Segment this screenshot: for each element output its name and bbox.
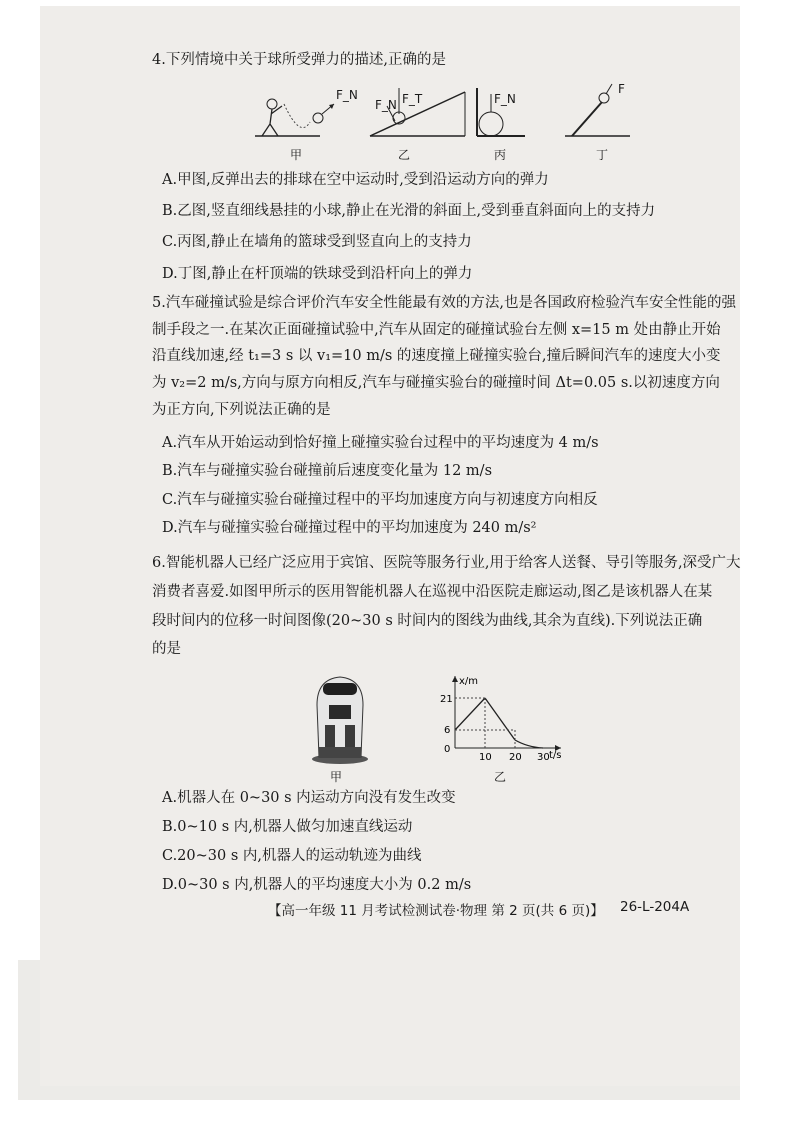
graph-x-tick-10: 10 — [479, 752, 492, 762]
q4-caption-bing: 丙 — [494, 148, 507, 162]
q4-caption-ding: 丁 — [596, 148, 609, 162]
graph-segment-0-10 — [455, 698, 485, 730]
q4-yi-force-label-2: F_T — [402, 92, 423, 106]
q4-figure-ding — [560, 80, 640, 144]
q6-caption-yi: 乙 — [494, 770, 507, 784]
q5-line-4: 为 v₂=2 m/s,方向与原方向相反,汽车与碰撞实验台的碰撞时间 Δt=0.05 s.以初速度方向 — [152, 375, 720, 391]
q6-line-2: 消费者喜爱.如图甲所示的医用智能机器人在巡视中沿医院走廊运动,图乙是该机器人在某 — [152, 584, 713, 600]
q6-option-b: B.0~10 s 内,机器人做匀加速直线运动 — [162, 819, 413, 835]
q4-option-c: C.丙图,静止在墙角的篮球受到竖直向上的支持力 — [162, 234, 472, 250]
q4-bing-force-label: F_N — [494, 92, 516, 106]
q6-line-4: 的是 — [152, 641, 181, 657]
q5-line-5: 为正方向,下列说法正确的是 — [152, 402, 331, 418]
graph-x-label: t/s — [549, 750, 562, 761]
page-footer: 【高一年级 11 月考试检测试卷·物理 第 2 页(共 6 页)】 — [268, 903, 604, 919]
q4-ding-force-label: F — [618, 82, 625, 96]
exam-code: 26-L-204A — [620, 899, 690, 915]
q4-yi-force-label-1: F_N — [375, 98, 397, 112]
graph-y-label: x/m — [459, 676, 479, 687]
graph-y-tick-21: 21 — [440, 694, 453, 705]
q6-robot-image — [305, 665, 375, 765]
graph-y-tick-0: 0 — [444, 744, 451, 755]
q5-line-3: 沿直线加速,经 t₁=3 s 以 v₁=10 m/s 的速度撞上碰撞实验台,撞后瞬间汽车的速度大小变 — [152, 348, 721, 364]
q5-option-d: D.汽车与碰撞实验台碰撞过程中的平均加速度为 240 m/s² — [162, 520, 537, 536]
graph-y-tick-6: 6 — [444, 725, 451, 736]
q6-option-d: D.0~30 s 内,机器人的平均速度大小为 0.2 m/s — [162, 877, 472, 893]
graph-x-tick-30: 30 — [537, 752, 550, 762]
q4-option-d: D.丁图,静止在杆顶端的铁球受到沿杆向上的弹力 — [162, 266, 473, 282]
graph-segment-10-20 — [485, 698, 515, 740]
q6-option-c: C.20~30 s 内,机器人的运动轨迹为曲线 — [162, 848, 422, 864]
q5-option-b: B.汽车与碰撞实验台碰撞前后速度变化量为 12 m/s — [162, 463, 493, 479]
exam-page — [40, 6, 740, 1086]
q6-caption-jia: 甲 — [330, 770, 343, 784]
q6-xt-graph — [435, 672, 575, 762]
graph-x-tick-20: 20 — [509, 752, 522, 762]
q5-option-c: C.汽车与碰撞实验台碰撞过程中的平均加速度方向与初速度方向相反 — [162, 492, 598, 508]
q4-stem: 4.下列情境中关于球所受弹力的描述,正确的是 — [152, 52, 446, 68]
q5-option-a: A.汽车从开始运动到恰好撞上碰撞实验台过程中的平均速度为 4 m/s — [162, 435, 599, 451]
q6-line-3: 段时间内的位移一时间图像(20~30 s 时间内的图线为曲线,其余为直线).下列说法正确 — [152, 613, 703, 629]
q4-option-b: B.乙图,竖直细线悬挂的小球,静止在光滑的斜面上,受到垂直斜面向上的支持力 — [162, 203, 656, 219]
graph-segment-20-30 — [515, 740, 543, 748]
q6-option-a: A.机器人在 0~30 s 内运动方向没有发生改变 — [162, 790, 456, 806]
q4-option-a: A.甲图,反弹出去的排球在空中运动时,受到沿运动方向的弹力 — [162, 172, 549, 188]
q5-line-2: 制手段之一.在某次正面碰撞试验中,汽车从固定的碰撞试验台左侧 x=15 m 处由静止开始 — [152, 322, 721, 338]
q6-line-1: 6.智能机器人已经广泛应用于宾馆、医院等服务行业,用于给客人送餐、导引等服务,深受广大 — [152, 555, 741, 571]
q5-line-1: 5.汽车碰撞试验是综合评价汽车安全性能最有效的方法,也是各国政府检验汽车安全性能的强 — [152, 295, 736, 311]
q4-caption-yi: 乙 — [398, 148, 411, 162]
q4-caption-jia: 甲 — [290, 148, 303, 162]
q4-jia-force-label: F_N — [336, 88, 358, 102]
